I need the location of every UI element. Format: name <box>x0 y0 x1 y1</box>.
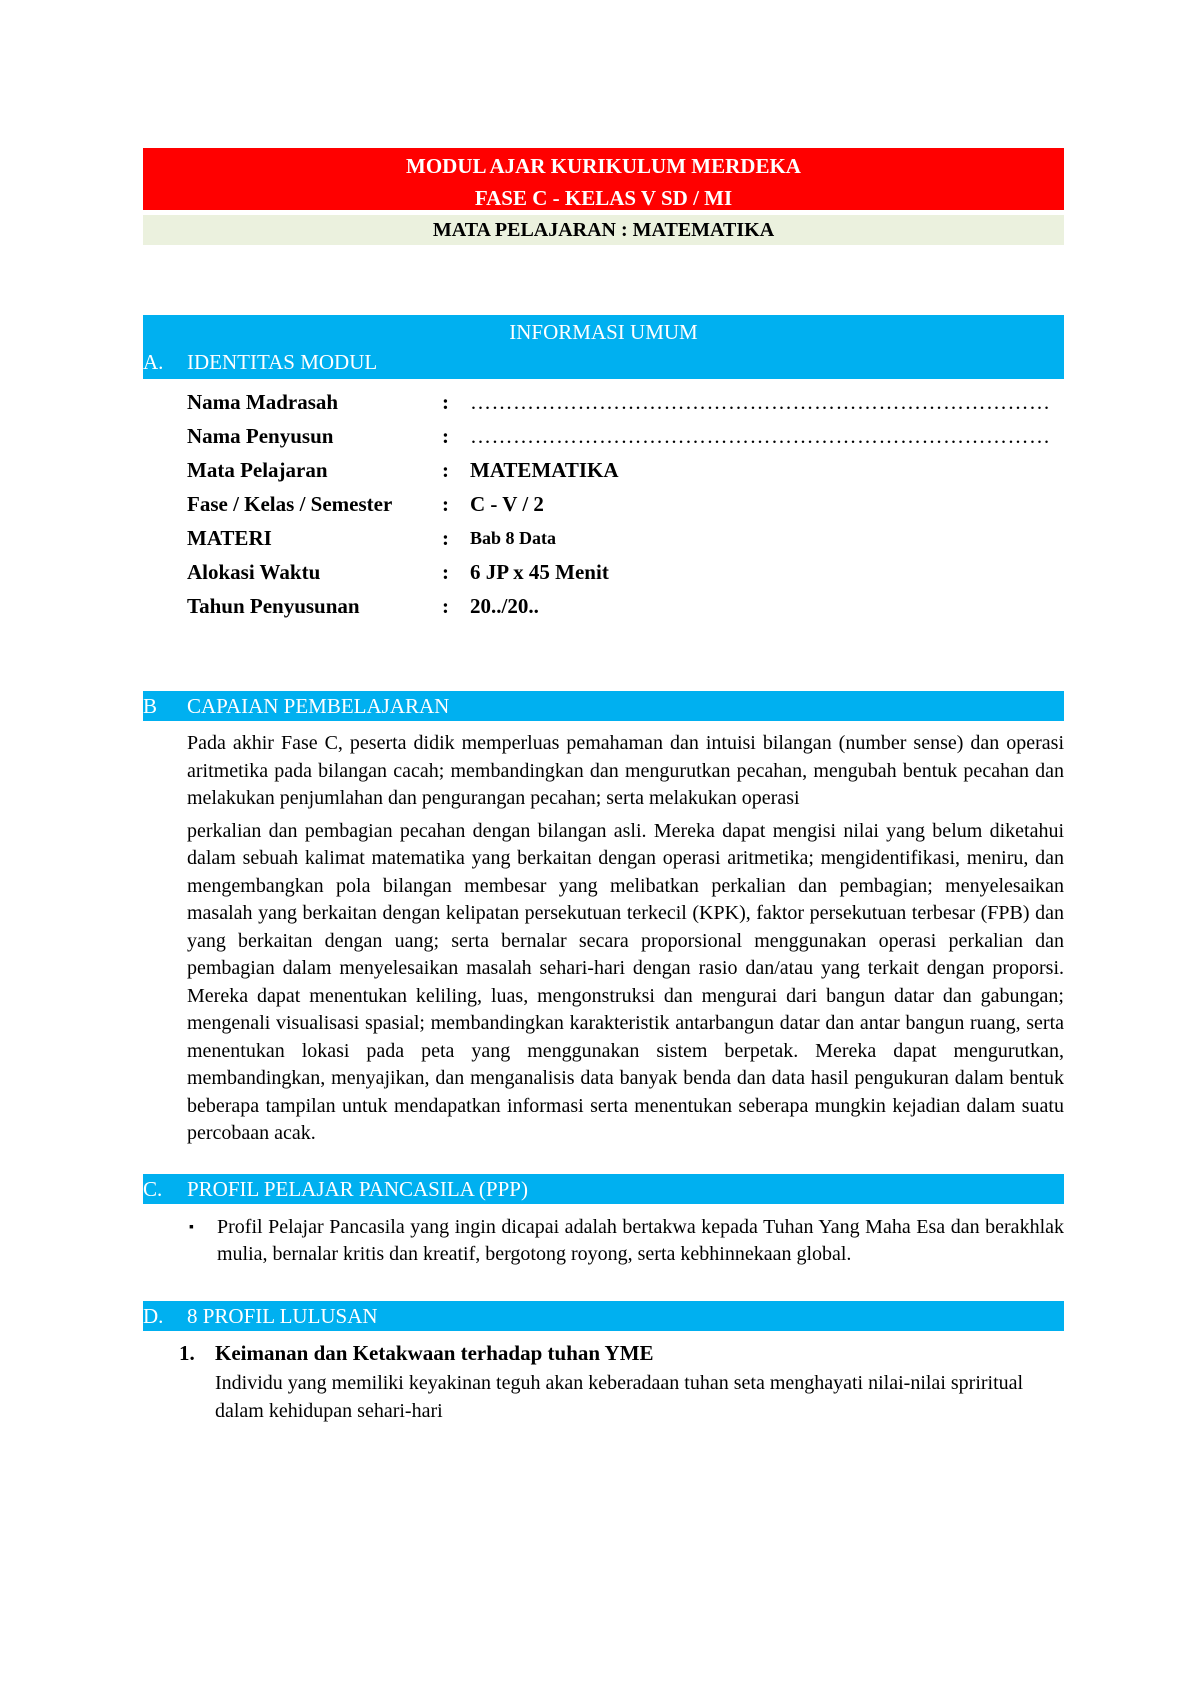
identitas-value: MATEMATIKA <box>470 458 619 482</box>
capaian-paragraph-1: Pada akhir Fase C, peserta didik memperluas pemahaman dan intuisi bilangan (number sense) dan operasi aritmetika pada bilangan cacah; membandingkan dan mengurutkan pecahan, mengubah bentuk pecahan dan melakukan penjumlahan dan pengurangan pecahan; serta melakukan operasi <box>187 732 1064 809</box>
identitas-label: MATERI <box>187 526 272 550</box>
identitas-value: C - V / 2 <box>470 492 544 516</box>
document-page <box>143 148 1064 1425</box>
section-c-heading <box>143 1174 1064 1204</box>
identitas-value: 20../20.. <box>470 594 539 618</box>
identitas-colon: : <box>442 560 449 584</box>
identitas-colon: : <box>442 424 449 448</box>
section-c-title: PROFIL PELAJAR PANCASILA (PPP) <box>187 1176 528 1201</box>
identitas-value: ……………………………………………………………………… <box>470 390 1051 414</box>
section-d-letter: D. <box>143 1303 164 1328</box>
identitas-value: ……………………………………………………………………… <box>470 424 1051 448</box>
capaian-paragraph-2: perkalian dan pembagian pecahan dengan bilangan asli. Mereka dapat mengisi nilai yang belum diketahui dalam sebuah kalimat matematika yang berkaitan dengan operasi aritmetika; mengidentifikasi, meniru, dan mengembangkan pola bilangan membesar yang melibatkan perkalian dan pembagian; menyelesaikan masalah yang berkaitan dengan kelipatan persekutuan terkecil (KPK), faktor persekutuan terbesar (FPB) dan yang berkaitan dengan uang; serta bernalar secara proporsional menggunakan operasi perkalian dan pembagian dalam menyelesaikan masalah sehari-hari dengan rasio dan/atau yang terkait dengan proporsi. Mereka dapat menentukan keliling, luas, mengonstruksi dan mengurai dari bangun datar dan gabungan; mengenali visualisasi spasial; membandingkan karakteristik antarbangun datar dan antar bangun ruang, serta menentukan lokasi pada peta yang menggunakan sistem berpetak. Mereka dapat mengurutkan, membandingkan, menyajikan, dan menganalisis data banyak benda dan data hasil pengukuran dalam bentuk beberapa tampilan untuk mendapatkan informasi serta menentukan seberapa mungkin kejadian dalam suatu percobaan acak. <box>187 819 1064 1144</box>
identitas-colon: : <box>442 390 449 414</box>
profil-lulusan-number: 1. <box>179 1340 195 1365</box>
identitas-label: Alokasi Waktu <box>187 560 321 584</box>
identitas-colon: : <box>442 458 449 482</box>
identitas-label: Nama Madrasah <box>187 390 339 414</box>
section-b-heading <box>143 691 1064 721</box>
identitas-row-tahun-penyusunan <box>187 589 1064 623</box>
section-b-title: CAPAIAN PEMBELAJARAN <box>187 694 450 718</box>
section-d-heading <box>143 1301 1064 1331</box>
identitas-value: 6 JP x 45 Menit <box>470 560 609 584</box>
identitas-label: Mata Pelajaran <box>187 458 328 482</box>
title-line-2: FASE C - KELAS V SD / MI <box>474 186 733 210</box>
section-d-title: 8 PROFIL LULUSAN <box>187 1303 378 1328</box>
identitas-label: Fase / Kelas / Semester <box>187 492 393 516</box>
identitas-row-mata-pelajaran <box>187 453 1064 487</box>
title-banner <box>143 148 1064 210</box>
section-c-letter: C. <box>143 1176 163 1201</box>
identitas-row-alokasi-waktu <box>187 555 1064 589</box>
profil-pancasila-item <box>187 1214 1064 1269</box>
profil-lulusan-title: Keimanan dan Ketakwaan terhadap tuhan YME <box>215 1340 654 1365</box>
identitas-row-nama-penyusun <box>187 419 1064 453</box>
section-a-title: IDENTITAS MODUL <box>187 350 378 374</box>
identitas-label: Nama Penyusun <box>187 424 334 448</box>
profil-pancasila-text: Profil Pelajar Pancasila yang ingin dicapai adalah bertakwa kepada Tuhan Yang Maha Esa dan berakhlak mulia, bernalar kritis dan kreatif, bergotong royong, serta kebhinnekaan global. <box>217 1215 1064 1265</box>
identitas-row-fase-kelas-semester <box>187 487 1064 521</box>
section-a-letter: A. <box>143 350 164 374</box>
subject-bar: MATA PELAJARAN : MATEMATIKA <box>143 215 1064 245</box>
identitas-value: Bab 8 Data <box>470 528 557 548</box>
identitas-table <box>187 385 1064 623</box>
informasi-umum-header <box>143 315 1064 379</box>
square-bullet-icon: ▪ <box>189 1219 194 1235</box>
identitas-label: Tahun Penyusunan <box>187 594 360 618</box>
identitas-row-nama-madrasah <box>187 385 1064 419</box>
identitas-colon: : <box>442 594 449 618</box>
identitas-colon: : <box>442 492 449 516</box>
identitas-colon: : <box>442 526 449 550</box>
section-a-heading <box>143 347 377 377</box>
profil-lulusan-title-row <box>179 1337 1064 1369</box>
profil-lulusan-description: Individu yang memiliki keyakinan teguh akan keberadaan tuhan seta menghayati nilai-nilai spriritual dalam kehidupan sehari-hari <box>215 1371 1024 1422</box>
identitas-row-materi <box>187 521 1064 555</box>
title-line-1: MODUL AJAR KURIKULUM MERDEKA <box>406 154 801 178</box>
section-b-letter: B <box>143 694 158 718</box>
profil-lulusan-item <box>179 1337 1064 1425</box>
informasi-umum-title: INFORMASI UMUM <box>509 320 698 344</box>
